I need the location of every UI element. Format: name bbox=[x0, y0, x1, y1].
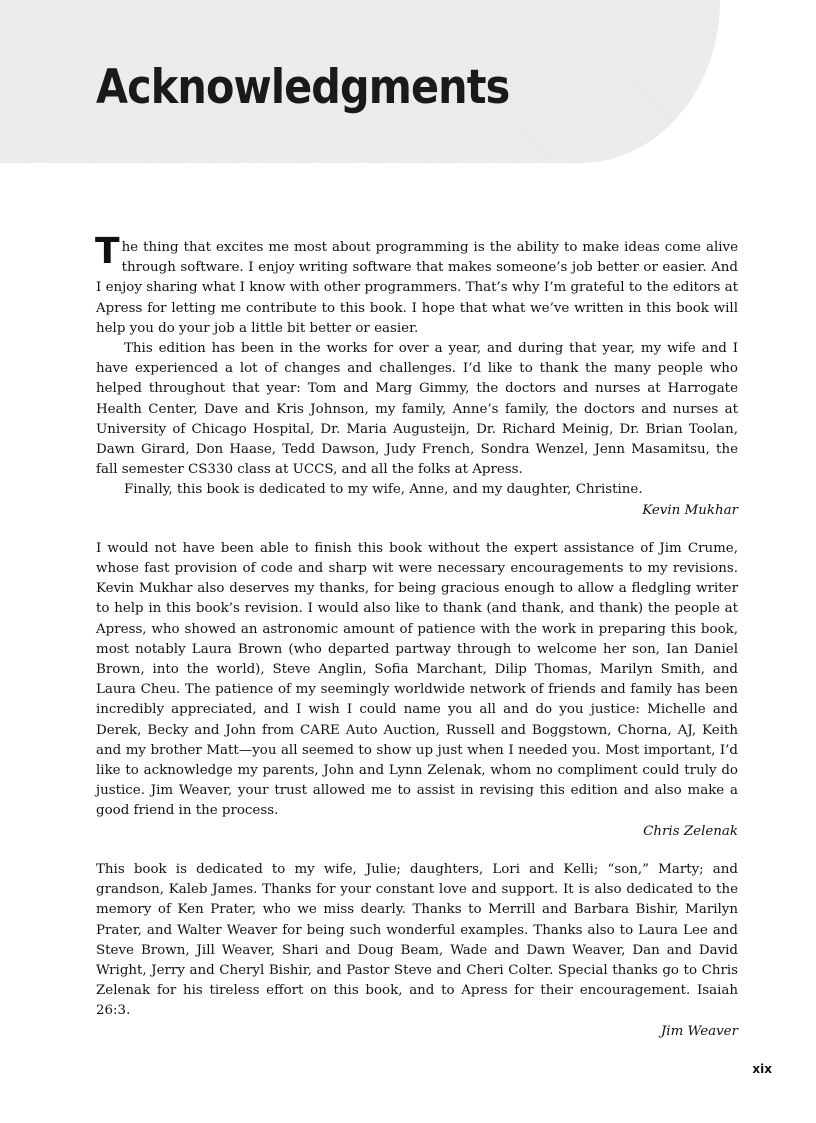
signature: Kevin Mukhar bbox=[642, 502, 738, 518]
page-number: xix bbox=[752, 1062, 772, 1076]
paragraph: I would not have been able to finish this book without the expert assistance of Jim Crume, whose fast provision of code and sharp wit were necessary encouragements to my revisions. Kevin Mukhar also deserves my thanks, for being gracious enough to allow a fledgling writer to help in this book’s revision. I would also like to thank (and thank, and thank) the people at Apress, who showed an astronomic amount of patience with the work in preparing this book, most notably Laura Brown (who departed partway through to welcome her son, Ian Daniel Brown, into the world), Steve Anglin, Sofia Marchant, Dilip Thomas, Marilyn Smith, and Laura Cheu. The patience of my seemingly worldwide network of friends and family has been incredibly appreciated, and I wish I could name you all and do you justice: Michelle and Derek, Becky and John from CARE Auto Auction, Russell and Boggstown, Chorna, AJ, Keith and my brother Matt—you all seemed to show up just when I needed you. Most important, I’d like to acknowledge my parents, John and Lynn Zelenak, whom no compliment could truly do justice. Jim Weaver, your trust allowed me to assist in revising this edition and also make a good friend in the process. bbox=[96, 540, 738, 819]
paragraph bbox=[95, 231, 738, 339]
paragraph: This book is dedicated to my wife, Julie; daughters, Lori and Kelli; “son,” Marty; and grandson, Kaleb James. Thanks for your constant love and support. It is also dedicated to the memory of Ken Prater, who we miss dearly. Thanks to Merrill and Barbara Bishir, Marilyn Prater, and Walter Weaver for being such wonderful examples. Thanks also to Laura Lee and Steve Brown, Jill Weaver, Shari and Doug Beam, Wade and Dawn Weaver, Dan and David Wright, Jerry and Cheryl Bishir, and Pastor Steve and Cheri Colter. Special thanks go to Chris Zelenak for his tireless effort on this book, and to Apress for their encouragement. Isaiah 26:3. bbox=[96, 861, 738, 1019]
section-chris-zelenak bbox=[96, 539, 738, 842]
section-gap bbox=[96, 521, 738, 539]
drop-cap: T bbox=[95, 231, 120, 272]
section-gap bbox=[96, 842, 738, 860]
paragraph: This edition has been in the works for over a year, and during that year, my wife and I have experienced a lot of changes and challenges. I’d like to thank the many people who helped throughout that year: Tom and Marg Gimmy, the doctors and nurses at Harrogate Health Center, Dave and Kris Johnson, my family, Anne’s family, the doctors and nurses at University of Chicago Hospital, Dr. Maria Augusteijn, Dr. Richard Meinig, Dr. Brian Toolan, Dawn Girard, Don Haase, Tedd Dawson, Judy French, Sondra Wenzel, Jenn Masamitsu, the fall semester CS330 class at UCCS, and all the folks at Apress. bbox=[96, 341, 738, 478]
paragraph-text: he thing that excites me most about programming is the ability to make ideas come alive through software. I enjoy writing software that makes someone’s job better or easier. And I enjoy sharing what I know with other programmers. That’s why I’m grateful to the editors at Apress for letting me contribute to this book. I hope that what we’ve written in this book will help you do your job a little bit better or easier. bbox=[96, 240, 738, 336]
signature: Chris Zelenak bbox=[643, 823, 738, 839]
paragraph: Finally, this book is dedicated to my wife, Anne, and my daughter, Christine. bbox=[124, 482, 643, 498]
acknowledgments-body bbox=[95, 231, 738, 1042]
signature: Jim Weaver bbox=[660, 1023, 738, 1039]
section-kevin-mukhar bbox=[95, 231, 738, 521]
section-jim-weaver bbox=[96, 860, 738, 1042]
chapter-title: Acknowledgments bbox=[96, 60, 510, 115]
